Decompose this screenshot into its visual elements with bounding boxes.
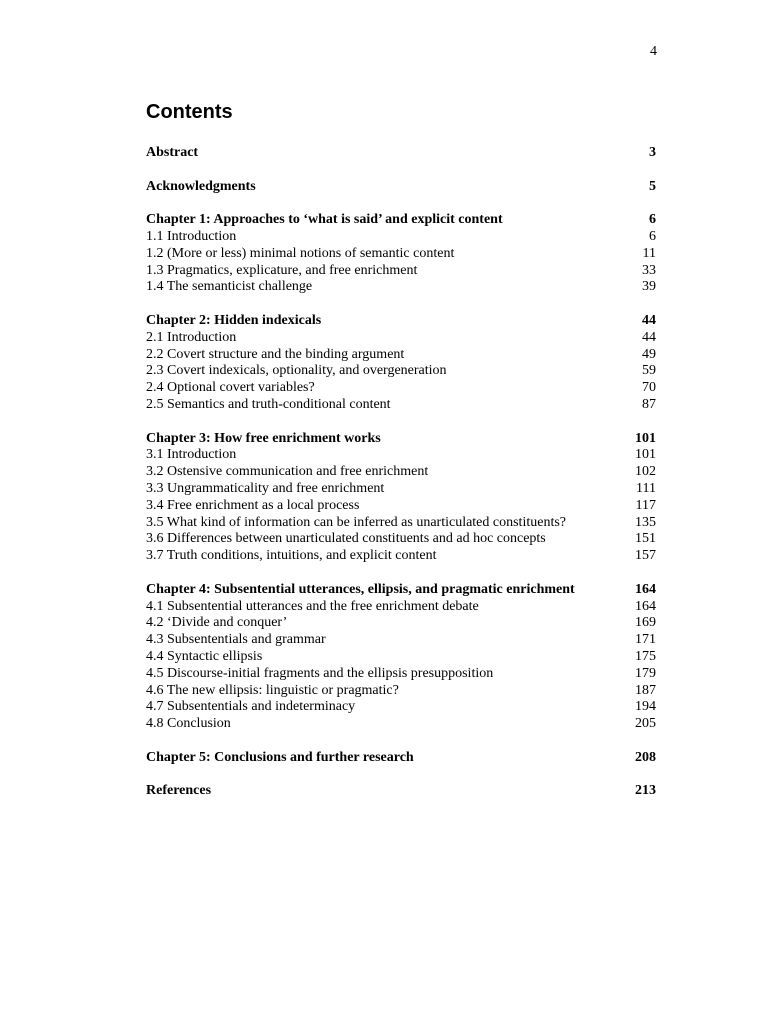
toc-entry-title: Chapter 5: Conclusions and further research: [146, 749, 414, 765]
toc-entry: [146, 229, 656, 246]
toc-entry-title: 1.3 Pragmatics, explicature, and free enrichment: [146, 262, 418, 278]
toc-entry-page: 171: [635, 632, 656, 648]
toc-entry: [146, 699, 656, 716]
toc-entry-title: 3.7 Truth conditions, intuitions, and explicit content: [146, 548, 437, 564]
toc-entry: [146, 263, 656, 280]
toc-entry-title: Chapter 4: Subsentential utterances, ellipsis, and pragmatic enrichment: [146, 581, 575, 597]
toc-entry-title: 3.3 Ungrammaticality and free enrichment: [146, 480, 385, 496]
toc-entry-page: 6: [649, 212, 656, 228]
toc-entry-page: 49: [642, 346, 656, 362]
toc-entry-title: 2.4 Optional covert variables?: [146, 380, 315, 396]
toc-section: [146, 212, 656, 296]
toc-entry: [146, 649, 656, 666]
toc-entry-page: 6: [649, 228, 656, 244]
toc-entry-page: 213: [635, 783, 656, 799]
toc-entry: [146, 330, 656, 347]
toc-entry-title: Chapter 1: Approaches to ‘what is said’ and explicit content: [146, 212, 503, 228]
toc-entry-title: 4.5 Discourse-initial fragments and the ellipsis presupposition: [146, 665, 494, 681]
toc-entry-title: 2.5 Semantics and truth-conditional content: [146, 396, 391, 412]
toc-entry-page: 87: [642, 396, 656, 412]
toc-heading-entry: [146, 313, 656, 330]
toc-entry: [146, 666, 656, 683]
toc-entry: [146, 716, 656, 733]
page-title: Contents: [146, 101, 233, 123]
toc-entry: [146, 683, 656, 700]
page-number: 4: [650, 44, 657, 59]
toc-entry: [146, 632, 656, 649]
toc-entry-page: 33: [642, 262, 656, 278]
toc-entry-title: 3.6 Differences between unarticulated constituents and ad hoc concepts: [146, 531, 546, 547]
toc-entry-title: 2.1 Introduction: [146, 329, 237, 345]
toc-heading-entry: [146, 582, 656, 599]
toc-heading-entry: [146, 783, 656, 800]
toc-entry-page: 101: [635, 447, 656, 463]
toc-entry-title: 3.4 Free enrichment as a local process: [146, 497, 360, 513]
toc-entry-page: 164: [635, 598, 656, 614]
toc-entry-page: 11: [642, 245, 656, 261]
toc-section: [146, 783, 656, 800]
toc-heading-entry: [146, 431, 656, 448]
toc-entry-page: 208: [635, 749, 656, 765]
toc-entry-page: 44: [642, 329, 656, 345]
toc-entry-page: 111: [636, 480, 656, 496]
table-of-contents: [146, 145, 656, 817]
toc-heading-entry: [146, 179, 656, 196]
toc-entry-page: 70: [642, 380, 656, 396]
toc-entry-title: 4.3 Subsententials and grammar: [146, 632, 326, 648]
toc-entry-title: 4.1 Subsentential utterances and the free enrichment debate: [146, 598, 479, 614]
toc-entry-page: 187: [635, 682, 656, 698]
toc-entry-title: Chapter 2: Hidden indexicals: [146, 312, 322, 328]
toc-entry-title: References: [146, 783, 212, 799]
toc-entry-title: 2.3 Covert indexicals, optionality, and overgeneration: [146, 363, 447, 379]
toc-entry-page: 117: [635, 497, 656, 513]
toc-entry-title: 3.5 What kind of information can be inferred as unarticulated constituents?: [146, 514, 566, 530]
toc-entry-page: 3: [649, 145, 656, 160]
toc-entry: [146, 246, 656, 263]
toc-entry-page: 135: [635, 514, 656, 530]
toc-entry-title: Abstract: [146, 145, 199, 160]
toc-entry-page: 179: [635, 665, 656, 681]
toc-entry: [146, 615, 656, 632]
toc-heading-entry: [146, 212, 656, 229]
toc-entry: [146, 279, 656, 296]
toc-entry-title: 1.2 (More or less) minimal notions of semantic content: [146, 245, 455, 261]
toc-entry-page: 151: [635, 531, 656, 547]
toc-entry-page: 39: [642, 279, 656, 295]
toc-entry-title: 4.4 Syntactic ellipsis: [146, 648, 263, 664]
toc-entry-title: 1.4 The semanticist challenge: [146, 279, 313, 295]
toc-entry-page: 157: [635, 548, 656, 564]
toc-entry: [146, 380, 656, 397]
toc-section: [146, 313, 656, 414]
toc-entry: [146, 347, 656, 364]
toc-entry-page: 194: [635, 699, 656, 715]
toc-entry: [146, 498, 656, 515]
toc-entry-title: 4.2 ‘Divide and conquer’: [146, 615, 288, 631]
toc-entry-title: 2.2 Covert structure and the binding argument: [146, 346, 405, 362]
toc-entry-title: 4.6 The new ellipsis: linguistic or pragmatic?: [146, 682, 399, 698]
toc-entry-page: 59: [642, 363, 656, 379]
toc-entry-page: 44: [642, 312, 656, 328]
toc-entry: [146, 447, 656, 464]
toc-section: [146, 145, 656, 162]
toc-entry-title: 3.1 Introduction: [146, 447, 237, 463]
toc-entry: [146, 397, 656, 414]
toc-entry-page: 101: [635, 430, 656, 446]
toc-entry-page: 164: [635, 581, 656, 597]
toc-entry: [146, 363, 656, 380]
toc-entry-page: 169: [635, 615, 656, 631]
toc-entry: [146, 531, 656, 548]
toc-entry: [146, 515, 656, 532]
toc-entry: [146, 464, 656, 481]
toc-entry-title: 3.2 Ostensive communication and free enrichment: [146, 464, 429, 480]
toc-heading-entry: [146, 145, 656, 162]
toc-entry-title: 4.7 Subsententials and indeterminacy: [146, 699, 356, 715]
toc-entry: [146, 548, 656, 565]
toc-section: [146, 582, 656, 733]
toc-entry-page: 175: [635, 648, 656, 664]
toc-section: [146, 431, 656, 565]
toc-section: [146, 179, 656, 196]
toc-entry: [146, 481, 656, 498]
toc-entry-title: Chapter 3: How free enrichment works: [146, 430, 381, 446]
toc-section: [146, 750, 656, 767]
toc-entry-page: 102: [635, 464, 656, 480]
toc-heading-entry: [146, 750, 656, 767]
toc-entry: [146, 599, 656, 616]
toc-entry-title: 4.8 Conclusion: [146, 716, 231, 732]
toc-entry-page: 205: [635, 716, 656, 732]
toc-entry-title: Acknowledgments: [146, 178, 256, 194]
toc-entry-page: 5: [649, 178, 656, 194]
toc-entry-title: 1.1 Introduction: [146, 228, 237, 244]
